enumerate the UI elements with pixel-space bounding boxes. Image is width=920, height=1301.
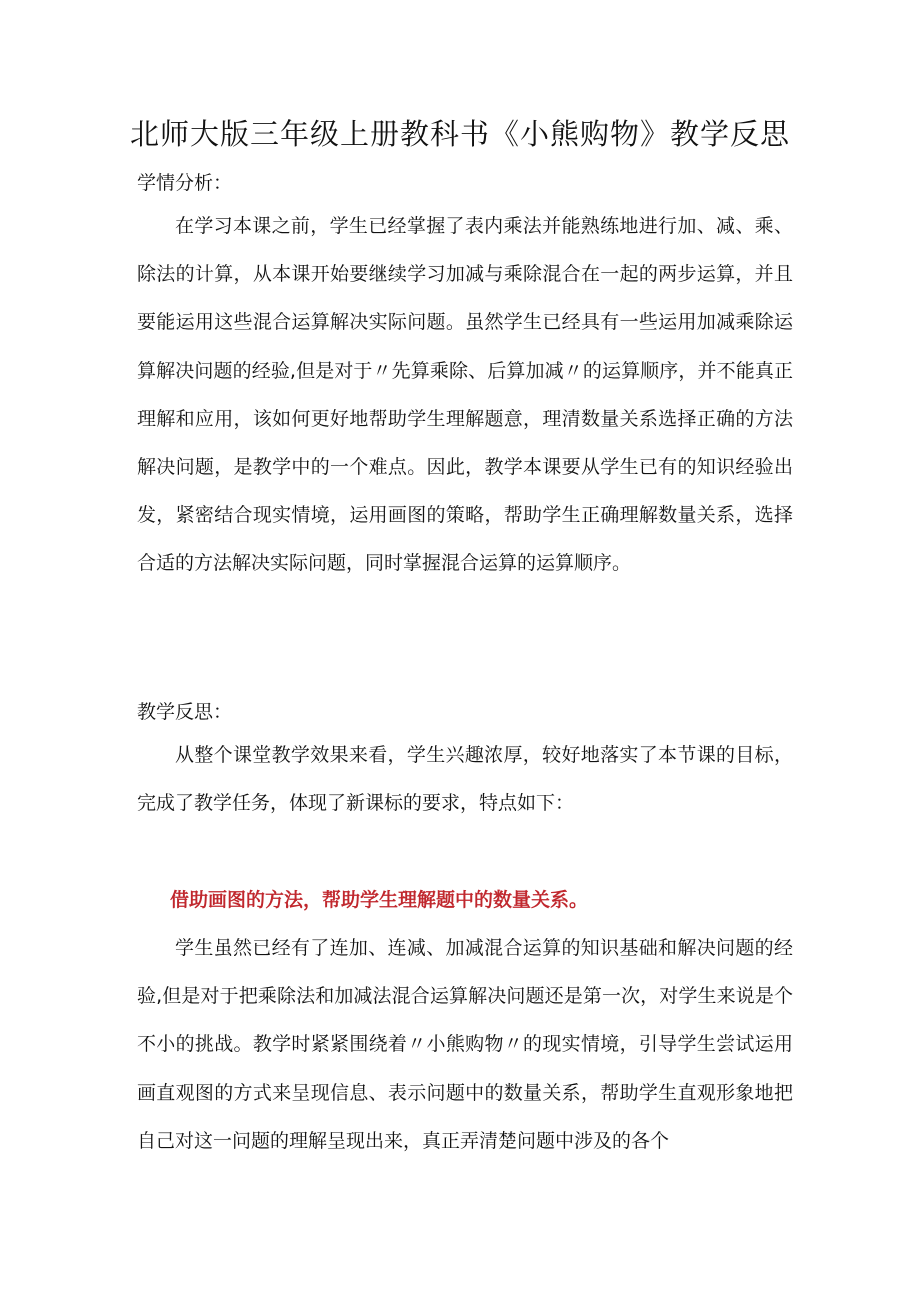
section-label-reflection: 教学反思：	[137, 701, 233, 723]
analysis-paragraph: 在学习本课之前，学生已经掌握了表内乘法并能熟练地进行加、减、乘、除法的计算，从本课开始要继续学习加减与乘除混合在一起的两步运算，并且要能运用这些混合运算解决实际问题。虽然学生已经具有一些运用加减乘除运算解决问题的经验,但是对于〃先算乘除、后算加减〃的运算顺序，并不能真正理解和应用，该如何更好地帮助学生理解题意，理清数量关系选择正确的方法解决问题，是教学中的一个难点。因此，教学本课要从学生已有的知识经验出发，紧密结合现实情境，运用画图的策略，帮助学生正确理解数量关系，选择合适的方法解决实际问题，同时掌握混合运算的运算顺序。	[137, 215, 793, 575]
point-heading: 借助画图的方法，帮助学生理解题中的数量关系。	[170, 889, 589, 911]
document-title: 北师大版三年级上册教科书《小熊购物》教学反思	[129, 117, 790, 151]
point-paragraph: 学生虽然已经有了连加、连减、加减混合运算的知识基础和解决问题的经验,但是对于把乘除法和加减法混合运算解决问题还是第一次，对学生来说是个不小的挑战。教学时紧紧围绕着〃小熊购物〃的现实情境，引导学生尝试运用画直观图的方式来呈现信息、表示问题中的数量关系，帮助学生直观形象地把自己对这一问题的理解呈现出来，真正弄清楚问题中涉及的各个	[137, 937, 793, 1152]
reflection-paragraph: 从整个课堂教学效果来看，学生兴趣浓厚，较好地落实了本节课的目标，完成了教学任务，体现了新课标的要求，特点如下：	[137, 744, 793, 815]
section-label-analysis: 学情分析：	[137, 172, 233, 194]
